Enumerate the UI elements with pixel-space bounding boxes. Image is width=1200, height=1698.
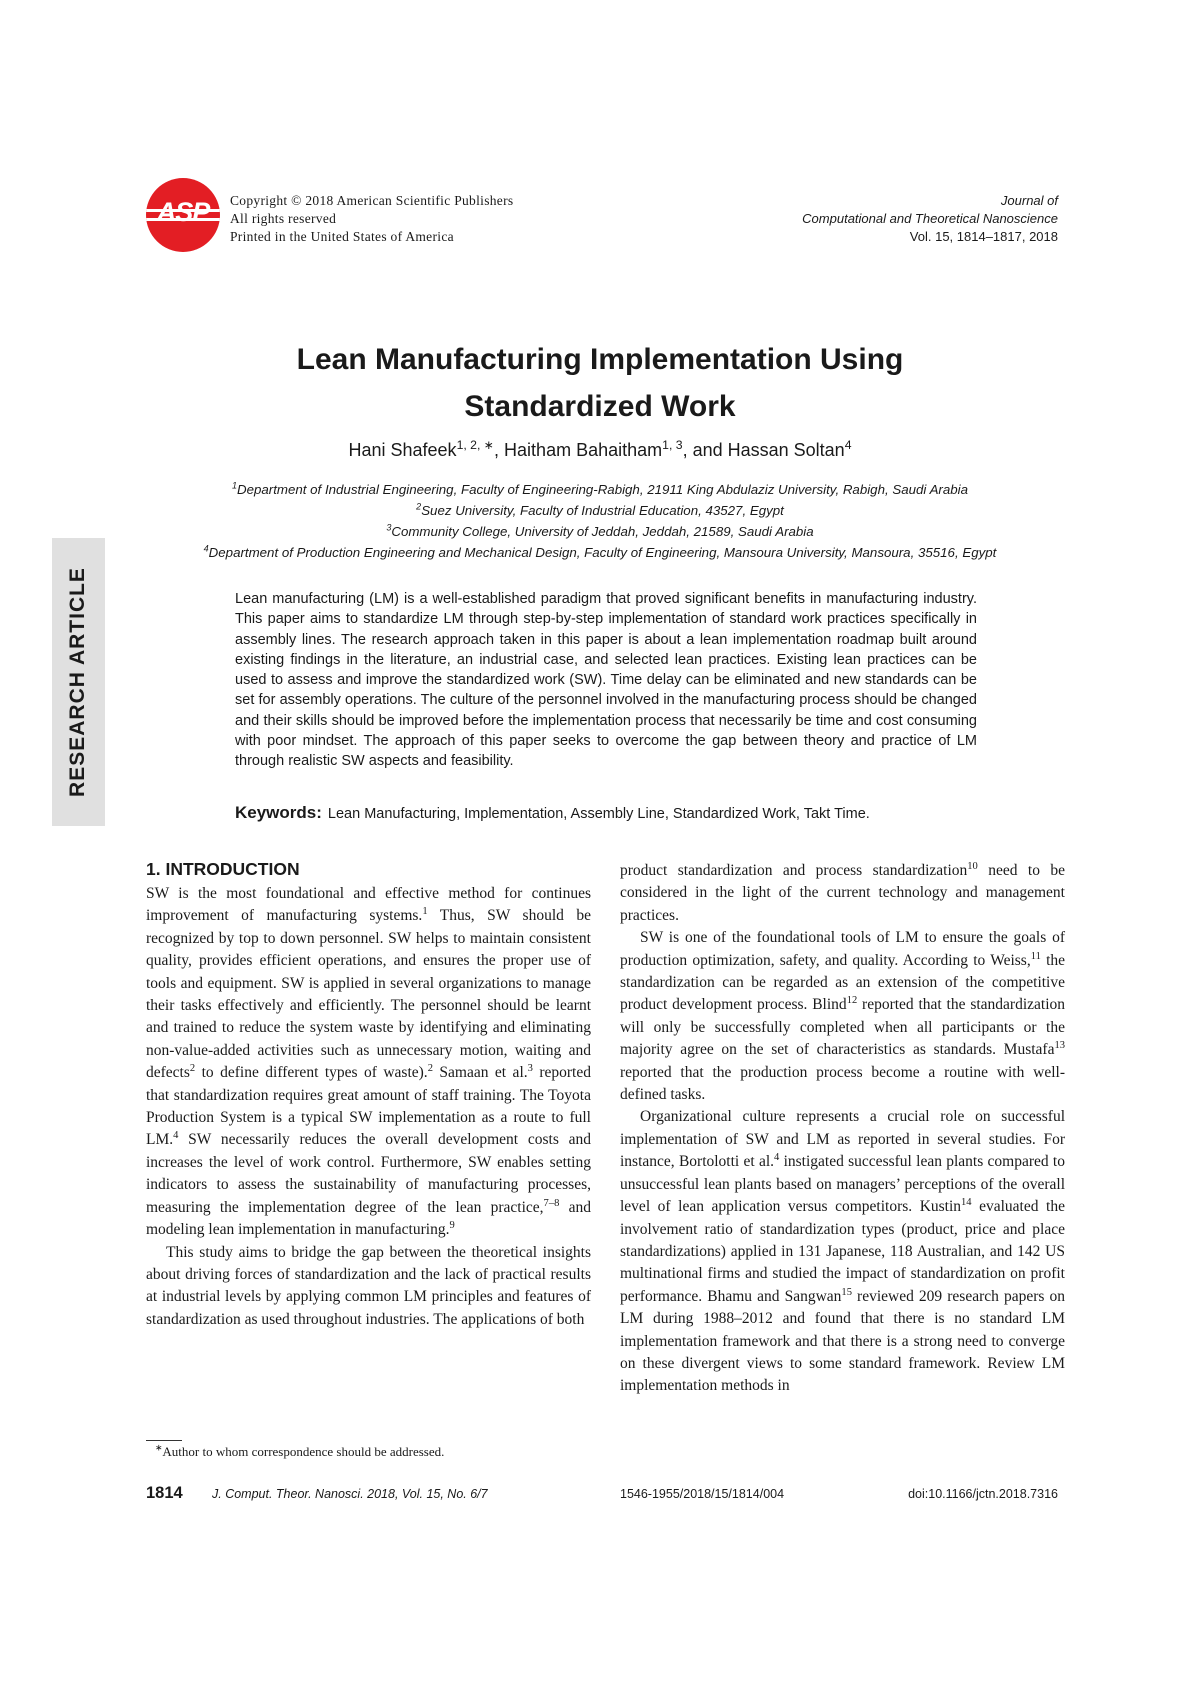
footnote: [155, 1444, 444, 1460]
affiliation: [0, 500, 1200, 521]
journal-info: [802, 192, 1058, 246]
title-line: Standardized Work: [464, 390, 736, 423]
affiliation-text: Department of Industrial Engineering, Faculty of Engineering-Rabigh, 21911 King Abdulaziz University, Rabigh, Saudi Arabia: [237, 482, 969, 497]
title-line: Lean Manufacturing Implementation Using: [296, 343, 904, 376]
asp-logo: [146, 178, 220, 252]
body-paragraph: Organizational culture represents a crucial role on successful implementation of SW and LM as reported in several studies. For instance, Bortolotti et al.$^4$ instigated successful lean plants compared to unsuccessful lean plants based on managers’ perceptions of the overall level of lean application versus competitors. Kustin$^{14}$ evaluated the involvement ratio of standardization types (product, price and place standardizations) applied in 131 Japanese, 118 Australian, and 142 US multinational firms and studied the impact of standardization on profit performance. Bhamu and Sangwan$^{15}$ reviewed 209 research papers on LM during 1988–2012 and found that there is no standard LM implementation framework and that there is a strong need to converge on these divergent views to some standard framework. Review LM implementation methods in: [620, 1108, 1065, 1395]
author-name: Haitham Bahaitham: [504, 440, 663, 460]
body-paragraph: SW is the most foundational and effective method for continues improvement of manufacturing systems.$^1$ Thus, SW should be recognized by top to down personnel. SW helps to maintain consistent quality, provides efficient operations, and ensures the proper use of tools and equipment. SW is applied in several organizations to manage their tasks effectively and efficiently. The personnel should be learnt and trained to reduce the system waste by identifying and eliminating non-value-added activities such as unnecessary motion, waiting and defects$^2$ to define different types of waste).$^2$ Samaan et al.$^3$ reported that standardization requires great amount of staff training. The Toyota Production System is a typical SW implementation as a route to full LM.$^4$ SW necessarily reduces the overall development costs and increases the level of work control. Furthermore, SW enables setting indicators to assess the sustainability of manufacturing processes, measuring the implementation degree of the lean practice,$^{7-8}$ and modeling lean implementation in manufacturing.$^9$: [146, 885, 591, 1239]
journal-citation: J. Comput. Theor. Nanosci. 2018, Vol. 15, No. 6/7: [212, 1487, 488, 1501]
journal-of: Journal of: [1000, 193, 1058, 208]
affiliation: [0, 542, 1200, 563]
affiliation-text: Department of Production Engineering and Mechanical Design, Faculty of Engineering, Mansoura University, Mansoura, 35516, Egypt: [208, 545, 997, 560]
author-name: Hani Shafeek: [348, 440, 457, 460]
author-list: Hani Shafeek$^{1, 2, ∗}$, Haitham Bahaitham$^{1, 3}$, and Hassan Soltan$^4$: [348, 438, 852, 460]
journal-name: Computational and Theoretical Nanoscience: [802, 211, 1058, 226]
footnote-rule: [146, 1440, 182, 1441]
abstract: Lean manufacturing (LM) is a well-established paradigm that proved significant benefits in manufacturing industry. This paper aims to standardize LM through step-by-step implementation of standard work practices specifically in assembly lines. The research approach taken in this paper is about a lean implementation roadmap built around existing findings in the literature, an industrial case, and selected lean practices. Existing lean practices can be used to assess and improve the standardized work (SW). Time delay can be eliminated and new standards can be set for assembly operations. The culture of the personnel involved in the manufacturing process should be changed and their skills should be improved before the implementation process that necessarily be time and cost consuming with poor mindset. The approach of this paper seeks to overcome the gap between theory and practice of LM through realistic SW aspects and feasibility.: [235, 591, 977, 770]
publisher-info: [230, 192, 513, 246]
logo-text: ASP: [156, 197, 210, 227]
body-paragraph: SW is one of the foundational tools of LM to ensure the goals of production optimization, safety, and quality. According to Weiss,$^{11}$ the standardization can be regarded as an extension of the competitive product development process. Blind$^{12}$ reported that the standardization will only be successfully completed when all participants or the majority agree on the set of characteristics as standards. Mustafa$^{13}$ reported that the production process become a routine with well-defined tasks.: [620, 929, 1066, 1104]
affiliation: [0, 479, 1200, 500]
doi: doi:10.1166/jctn.2018.7316: [908, 1487, 1058, 1501]
affiliation: [0, 521, 1200, 542]
affiliation-text: Suez University, Faculty of Industrial Education, 43527, Egypt: [421, 503, 784, 518]
affiliation-sup: 3: [386, 522, 392, 533]
affiliation-sup: 2: [416, 501, 422, 512]
keywords: [235, 803, 995, 823]
affiliation-sup: 4: [203, 543, 209, 554]
keywords-text: Lean Manufacturing, Implementation, Assembly Line, Standardized Work, Takt Time.: [327, 806, 870, 822]
left-column: [146, 858, 591, 1331]
copyright-line: Copyright © 2018 American Scientific Publishers: [230, 193, 514, 208]
affiliations: [0, 479, 1200, 563]
keywords-label: Keywords:: [235, 803, 322, 822]
article-type-label: RESEARCH ARTICLE: [66, 567, 89, 797]
author-sup: 1, 3: [662, 438, 683, 452]
printed-line: Printed in the United States of America: [230, 229, 454, 244]
author-sup: 4: [844, 438, 852, 452]
body-paragraph: product standardization and process standardization$^{10}$ need to be considered in the light of the current technology and management practices.: [620, 860, 1065, 924]
issn: 1546-1955/2018/15/1814/004: [620, 1487, 785, 1501]
page-number: 1814: [146, 1484, 183, 1502]
author-sup: 1, 2, ∗: [456, 438, 495, 452]
affiliation-sup: 1: [231, 480, 237, 491]
paper-title: [0, 336, 1200, 430]
body-paragraph: This study aims to bridge the gap between the theoretical insights about driving forces of standardization and the lack of practical results at industrial levels by applying common LM principles and features of standardization as used throughout industries. The applications of both: [146, 1243, 591, 1328]
section-heading: 1. INTRODUCTION: [146, 859, 300, 879]
right-column: [620, 860, 1065, 1398]
rights-line: All rights reserved: [230, 211, 337, 226]
journal-volume: Vol. 15, 1814–1817, 2018: [909, 229, 1058, 244]
footnote-mark: ∗: [155, 1442, 163, 1453]
footnote-text: Author to whom correspondence should be addressed.: [162, 1444, 445, 1459]
affiliation-text: Community College, University of Jeddah, Jeddah, 21589, Saudi Arabia: [391, 524, 814, 539]
author-name: and Hassan Soltan: [692, 440, 845, 460]
